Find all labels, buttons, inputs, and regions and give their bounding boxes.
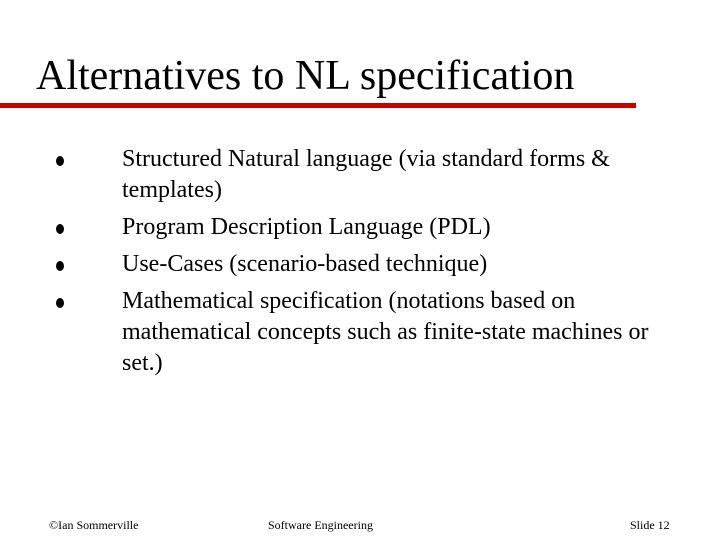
title-underline-rule [0,103,636,108]
bullet-text: Program Description Language (PDL) [122,214,491,240]
bullet-dot-icon [56,224,64,234]
bullet-item [0,249,682,280]
bullet-text: Use-Cases (scenario-based technique) [122,251,488,277]
footer-author: ©Ian Sommerville [49,518,139,532]
bullet-list [0,144,720,385]
slide-title: Alternatives to NL specification [36,53,575,99]
bullet-dot-icon [56,261,64,271]
bullet-item [0,212,682,243]
bullet-dot-icon [56,298,64,308]
bullet-item [0,286,682,379]
bullet-item [0,144,682,206]
footer-slide-number: Slide 12 [630,518,670,532]
footer-course: Software Engineering [268,518,373,532]
bullet-dot-icon [56,156,64,166]
bullet-text: Structured Natural language (via standard forms & templates) [122,146,610,203]
bullet-text: Mathematical specification (notations based on mathematical concepts such as finite-state machines or set.) [122,288,649,376]
